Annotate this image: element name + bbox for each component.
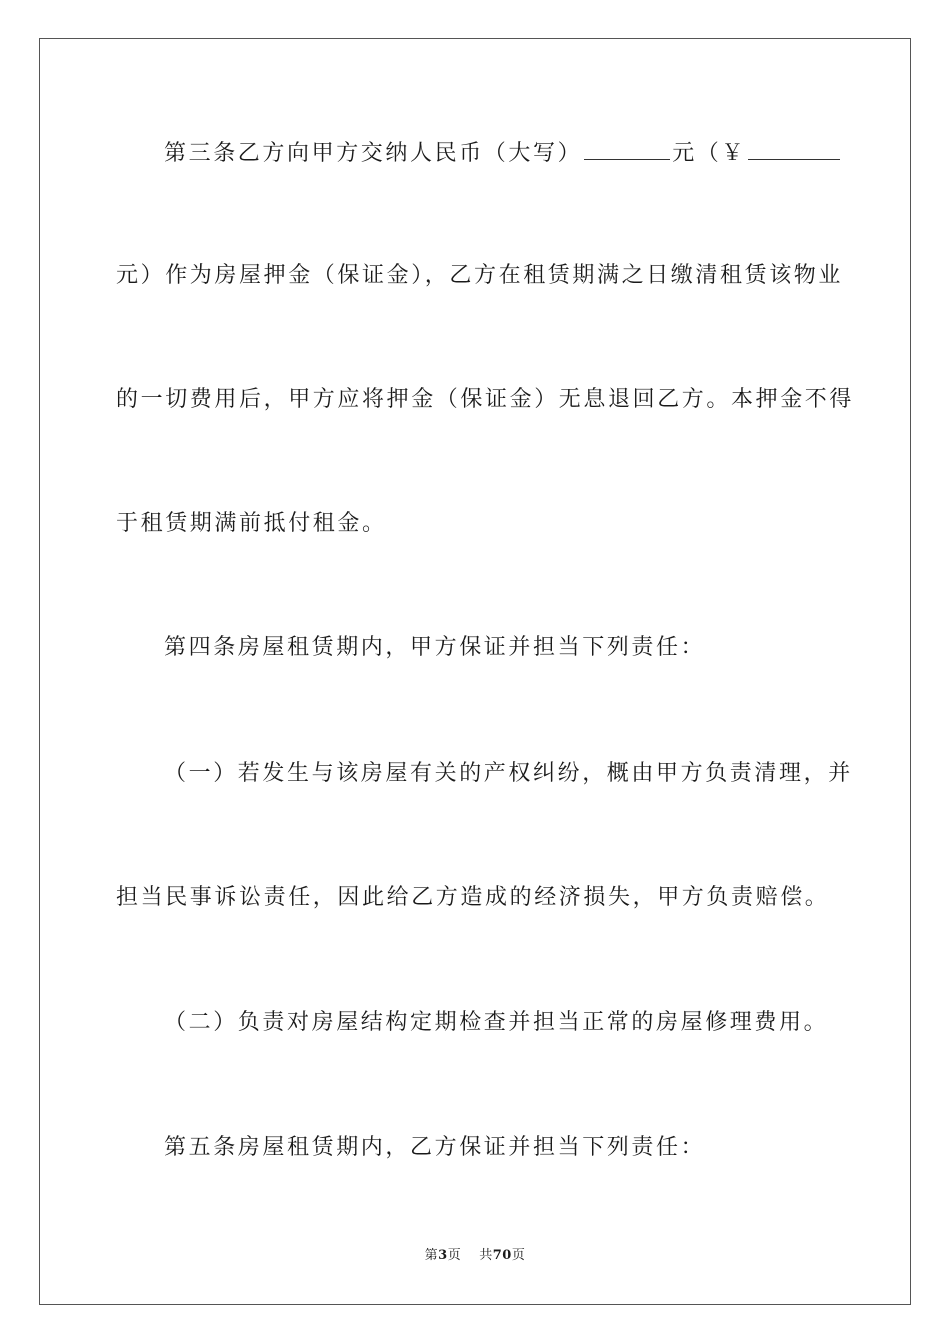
page-footer <box>0 1247 950 1265</box>
article-5-heading: 第五条房屋租赁期内，乙方保证并担当下列责任： <box>164 1135 706 1160</box>
total-suffix: 页 <box>511 1248 526 1263</box>
article-4-item-2: （二）负责对房屋结构定期检查并担当正常的房屋修理费用。 <box>164 1010 829 1035</box>
total-page-number: 70 <box>492 1248 512 1263</box>
article-3-text: 第三条乙方向甲方交纳人民币（大写） <box>164 141 583 166</box>
article-4-heading: 第四条房屋租赁期内，甲方保证并担当下列责任： <box>164 635 706 660</box>
page-prefix: 第 <box>424 1248 439 1263</box>
paragraph-line-3: 的一切费用后，甲方应将押金（保证金）无息退回乙方。本押金不得 <box>116 387 855 412</box>
page-border <box>39 38 911 1305</box>
paragraph-line-4: 于租赁期满前抵付租金。 <box>116 511 387 536</box>
amount-figures-blank <box>748 137 840 160</box>
article-4-item-1-line-1: （一）若发生与该房屋有关的产权纠纷，概由甲方负责清理，并 <box>164 761 853 786</box>
paragraph-line-1 <box>164 137 836 169</box>
page-suffix: 页 <box>447 1248 462 1263</box>
amount-words-blank <box>584 137 670 160</box>
current-page-number: 3 <box>438 1248 448 1263</box>
paragraph-line-2: 元）作为房屋押金（保证金），乙方在租赁期满之日缴清租赁该物业 <box>116 263 844 288</box>
total-prefix: 共 <box>479 1248 493 1263</box>
article-3-currency-text: 元（￥ <box>672 141 747 166</box>
article-4-item-1-line-2: 担当民事诉讼责任，因此给乙方造成的经济损失，甲方负责赔偿。 <box>116 885 830 910</box>
